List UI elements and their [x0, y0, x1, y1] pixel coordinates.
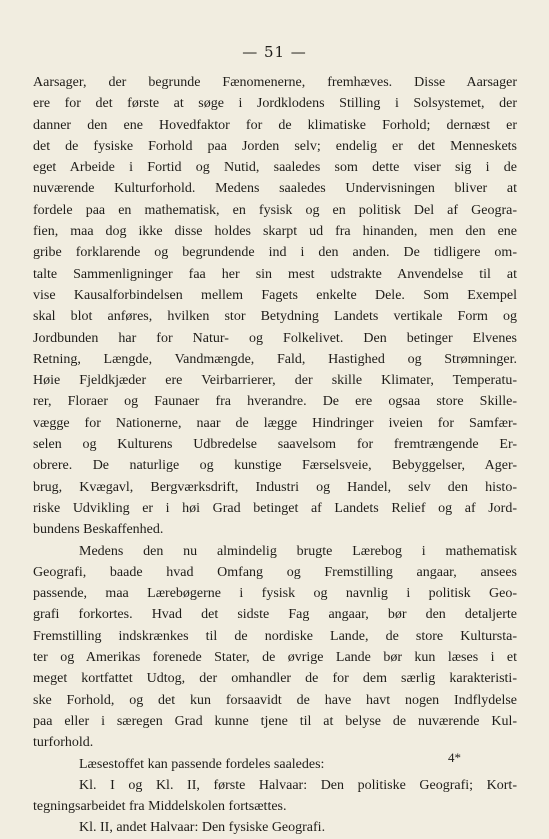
body-text: [33, 72, 517, 839]
text-line: Retning, Længde, Vandmængde, Fald, Hastighed og Strømninger.: [33, 351, 517, 367]
text-line: eget Arbeide i Fortid og Nutid, saaledes som dette viser sig i de: [33, 160, 517, 176]
text-line: det de fysiske Forhold paa Jorden selv; endelig er det Menneskets: [33, 138, 517, 154]
text-line: selen og Kulturens Udbredelse saavelsom for fremtrængende Er-: [33, 437, 517, 453]
text-line: Medens den nu almindelig brugte Lærebog i mathematisk: [79, 543, 517, 559]
text-line: skal blot anføres, hvilken stor Betydning Landets vertikale Form og: [33, 309, 517, 325]
text-line: gribe forklarende og begrundende ind i den anden. De tidligere om-: [33, 245, 517, 261]
text-line: Kl. II, andet Halvaar: Den fysiske Geografi.: [79, 820, 326, 836]
text-line: ter og Amerikas forenede Stater, de øvrige Lande bør kun læses i et: [33, 650, 517, 666]
text-line: nuværende Kulturforhold. Medens saaledes Undervisningen bliver at: [33, 181, 517, 197]
text-line: paa eller i særegen Grad kunne tjene til at belyse de nuværende Kul-: [33, 713, 517, 729]
text-line: vise Kausalforbindelsen mellem Fagets enkelte Dele. Som Exempel: [33, 287, 517, 303]
text-line: ere for det første at søge i Jordklodens Stilling i Solsystemet, der: [33, 96, 517, 112]
paragraph: [33, 541, 517, 754]
page-number: — 51 —: [242, 43, 307, 61]
text-line: vægge for Nationerne, naar de lægge Hindringer iveien for Samfær-: [33, 415, 517, 431]
text-line: danner den ene Hovedfaktor for de klimatiske Forhold; dernæst er: [33, 117, 517, 133]
paragraph: [33, 775, 517, 818]
text-line: Aarsager, der begrunde Fænomenerne, fremhæves. Disse Aarsager: [33, 75, 517, 90]
text-line: Kl. I og Kl. II, første Halvaar: Den politiske Geografi; Kort-: [79, 777, 517, 793]
text-line: fordele paa en mathematisk, en fysisk og en politisk Del af Geogra-: [33, 202, 517, 218]
text-line: Geografi, baade hvad Omfang og Fremstilling angaar, ansees: [33, 564, 517, 580]
text-line: ske Forhold, og det kun forsaavidt de have havt nogen Indflydelse: [33, 692, 517, 708]
text-line: turforhold.: [33, 735, 94, 751]
paragraph: [33, 72, 517, 541]
text-line: Høie Fjeldkjæder ere Veirbarrierer, der skille Klimater, Temperatu-: [33, 373, 517, 389]
text-line: riske Udvikling er i høi Grad betinget af Landets Relief og af Jord-: [33, 500, 517, 516]
text-line: obrere. De naturlige og kunstige Færselsveie, Bebyggelser, Ager-: [33, 458, 517, 474]
text-line: grafi forkortes. Hvad det sidste Fag angaar, bør den detaljerte: [33, 607, 517, 623]
paragraph: [33, 817, 517, 838]
text-line: tegningsarbeidet fra Middelskolen fortsættes.: [33, 799, 287, 815]
text-line: bundens Beskaffenhed.: [33, 522, 164, 538]
text-line: rer, Floraer og Faunaer fra hverandre. De ere ogsaa store Skille-: [33, 394, 517, 410]
text-line: Jordbunden har for Natur- og Folkelivet. Den betinger Elvenes: [33, 330, 517, 346]
text-line: passende, maa Lærebøgerne i fysisk og navnlig i politisk Geo-: [33, 586, 517, 602]
text-line: brug, Kvægavl, Bergværksdrift, Industri og Handel, selv den histo-: [33, 479, 517, 495]
signature-mark: 4*: [448, 750, 461, 765]
text-line: talte Sammenligninger faa her sin mest udstrakte Anvendelse til at: [33, 266, 517, 282]
text-line: meget kortfattet Udtog, der omhandler de for dem særlig karakteristi-: [33, 671, 517, 687]
text-line: Fremstilling indskrænkes til de nordiske Lande, de store Kultursta-: [33, 628, 517, 644]
paragraph: [33, 754, 517, 775]
text-line: fien, maa dog ikke disse holdes skarpt ud fra hinanden, men den ene: [33, 224, 517, 240]
text-line: Læsestoffet kan passende fordeles saaledes:: [79, 756, 325, 772]
